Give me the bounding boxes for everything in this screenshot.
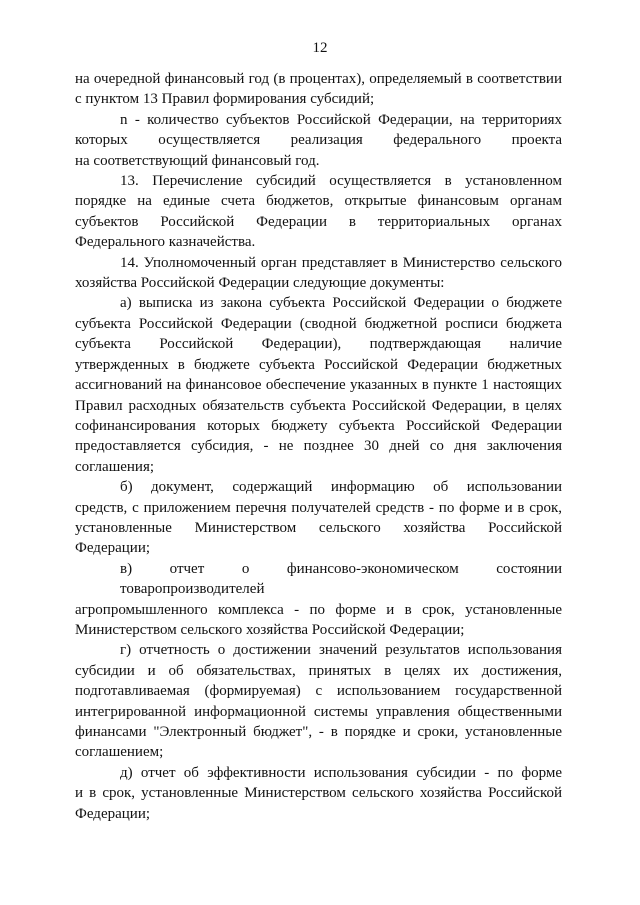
text-line: софинансирования которых бюджету субъекта Российской Федерации <box>75 417 562 434</box>
text-line: ассигнований на финансовое обеспечение указанных в пункте 1 настоящих <box>75 377 562 394</box>
text-line: в) отчет о финансово-экономическом состоянии товаропроизводителей <box>120 560 562 598</box>
text-line: подготавливаемая (формируемая) с использованием государственной <box>75 683 562 700</box>
text-line: агропромышленного комплекса - по форме и в срок, установленные <box>75 601 562 618</box>
text-line: хозяйства Российской Федерации следующие документы: <box>75 275 445 292</box>
text-line: установленные Министерством сельского хозяйства Российской <box>75 519 562 536</box>
text-line: порядке на единые счета бюджетов, открытые финансовым органам <box>75 193 562 210</box>
text-line: 14. Уполномоченный орган представляет в Министерство сельского <box>120 254 562 271</box>
text-line: субъектов Российской Федерации в территориальных органах <box>75 213 562 230</box>
text-line: на соответствующий финансовый год. <box>75 152 320 169</box>
paragraph-p-d <box>75 763 562 824</box>
text-line: соглашением; <box>75 744 164 761</box>
text-line: Федерального казначейства. <box>75 234 256 251</box>
paragraph-p-a <box>75 293 562 477</box>
text-line: г) отчетность о достижении значений результатов использования <box>120 642 562 659</box>
text-line: Правил расходных обязательств субъекта Российской Федерации, в целях <box>75 397 562 414</box>
text-line: интегрированной информационной системы управления общественными <box>75 703 562 720</box>
text-line: Федерации; <box>75 805 151 822</box>
text-line: которых осуществляется реализация федерального проекта <box>75 132 562 149</box>
text-line: 13. Перечисление субсидий осуществляется в установленном <box>120 173 562 190</box>
text-line: д) отчет об эффективности использования субсидии - по форме <box>120 764 562 781</box>
text-line: субъекта Российской Федерации), подтверждающая наличие <box>75 336 562 353</box>
page-number: 12 <box>312 40 328 56</box>
text-line: предоставляется субсидия, - не позднее 30 дней со дня заключения <box>75 438 562 455</box>
text-line: соглашения; <box>75 458 155 475</box>
paragraph-p-13 <box>75 171 562 253</box>
text-line: финансами "Электронный бюджет", - в порядке и сроки, установленные <box>75 724 562 740</box>
paragraph-p-g <box>75 640 562 762</box>
text-line: с пунктом 13 Правил формирования субсидий; <box>75 91 375 108</box>
text-line: Министерством сельского хозяйства Российской Федерации; <box>75 621 465 638</box>
document-body <box>75 69 562 824</box>
paragraph-p-14 <box>75 253 562 294</box>
text-line: субсидии и об обязательствах, принятых в целях их достижения, <box>75 662 562 679</box>
text-line: а) выписка из закона субъекта Российской Федерации о бюджете <box>120 295 562 312</box>
paragraph-p-cont <box>75 69 562 110</box>
text-line: средств, с приложением перечня получателей средств - по форме и в срок, <box>75 499 562 516</box>
text-line: n - количество субъектов Российской Федерации, на территориях <box>120 111 562 128</box>
text-line: Федерации; <box>75 540 151 557</box>
text-line: на очередной финансовый год (в процентах), определяемый в соответствии <box>75 71 562 87</box>
text-line: субъекта Российской Федерации (сводной бюджетной росписи бюджета <box>75 315 562 332</box>
text-line: и в срок, установленные Министерством сельского хозяйства Российской <box>75 785 562 802</box>
paragraph-p-n <box>75 110 562 171</box>
text-line: б) документ, содержащий информацию об использовании <box>120 479 562 496</box>
paragraph-p-v <box>75 559 562 641</box>
paragraph-p-b <box>75 477 562 559</box>
text-line: утвержденных в бюджете субъекта Российской Федерации бюджетных <box>75 356 562 373</box>
